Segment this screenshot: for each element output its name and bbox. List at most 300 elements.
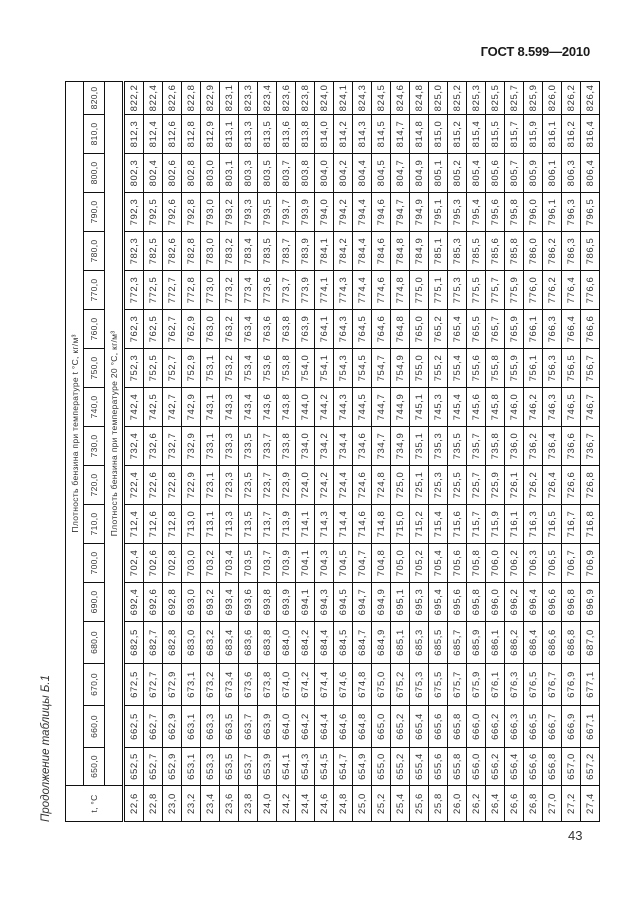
density-cell: 785,6 xyxy=(486,232,505,271)
density-cell: 655,2 xyxy=(391,748,410,786)
density-cell: 723,5 xyxy=(239,466,258,505)
density-cell: 803,3 xyxy=(239,154,258,193)
top-caption: Плотность бензина при температуре t °C, кг/м³ xyxy=(66,81,84,785)
density-cell: 673,6 xyxy=(239,664,258,706)
density-cell: 733,7 xyxy=(258,427,277,466)
density-cell: 732,9 xyxy=(182,427,201,466)
density-cell: 736,6 xyxy=(562,427,581,466)
density-cell: 743,3 xyxy=(220,388,239,427)
density-cell: 763,9 xyxy=(296,310,315,349)
density-cell: 742,7 xyxy=(163,388,182,427)
temperature-cell: 26,4 xyxy=(486,786,505,822)
density-cell: 663,3 xyxy=(201,706,220,748)
density-cell: 755,9 xyxy=(505,349,524,388)
document-code: ГОСТ 8.599—2010 xyxy=(480,44,590,59)
density-cell: 825,5 xyxy=(486,81,505,114)
density-cell: 713,9 xyxy=(277,505,296,544)
density-cell: 754,0 xyxy=(296,349,315,388)
density-column-header: 670,0 xyxy=(84,664,105,706)
density-cell: 725,7 xyxy=(467,466,486,505)
density-cell: 675,2 xyxy=(391,664,410,706)
density-cell: 813,3 xyxy=(239,115,258,154)
density-cell: 735,1 xyxy=(410,427,429,466)
density-cell: 794,0 xyxy=(315,193,334,232)
temperature-cell: 25,0 xyxy=(353,786,372,822)
density-cell: 683,0 xyxy=(182,622,201,664)
density-cell: 724,8 xyxy=(372,466,391,505)
density-cell: 764,5 xyxy=(353,310,372,349)
table-row xyxy=(277,81,296,821)
density-cell: 724,4 xyxy=(334,466,353,505)
density-cell: 652,9 xyxy=(163,748,182,786)
table-row xyxy=(163,81,182,821)
table-row xyxy=(372,81,391,821)
density-cell: 733,5 xyxy=(239,427,258,466)
density-cell: 734,0 xyxy=(296,427,315,466)
density-cell: 826,2 xyxy=(562,81,581,114)
density-cell: 822,4 xyxy=(144,81,163,114)
density-cell: 814,2 xyxy=(334,115,353,154)
density-cell: 696,4 xyxy=(524,583,543,622)
density-cell: 775,1 xyxy=(429,271,448,310)
density-cell: 762,5 xyxy=(144,310,163,349)
density-cell: 825,9 xyxy=(524,81,543,114)
density-cell: 795,3 xyxy=(448,193,467,232)
density-cell: 704,1 xyxy=(296,544,315,583)
density-cell: 684,0 xyxy=(277,622,296,664)
density-cell: 815,5 xyxy=(486,115,505,154)
density-cell: 696,2 xyxy=(505,583,524,622)
density-cell: 653,5 xyxy=(220,748,239,786)
density-cell: 722,6 xyxy=(144,466,163,505)
density-cell: 806,1 xyxy=(543,154,562,193)
density-cell: 765,0 xyxy=(410,310,429,349)
density-cell: 693,2 xyxy=(201,583,220,622)
density-cell: 693,0 xyxy=(182,583,201,622)
density-cell: 825,7 xyxy=(505,81,524,114)
density-cell: 785,3 xyxy=(448,232,467,271)
density-cell: 704,5 xyxy=(334,544,353,583)
density-cell: 696,0 xyxy=(486,583,505,622)
density-cell: 687,0 xyxy=(581,622,600,664)
density-cell: 755,8 xyxy=(486,349,505,388)
density-cell: 705,8 xyxy=(467,544,486,583)
density-cell: 745,1 xyxy=(410,388,429,427)
density-cell: 666,9 xyxy=(562,706,581,748)
table-row xyxy=(239,81,258,821)
density-cell: 732,7 xyxy=(163,427,182,466)
density-cell: 734,9 xyxy=(391,427,410,466)
temperature-cell: 24,8 xyxy=(334,786,353,822)
density-cell: 735,5 xyxy=(448,427,467,466)
density-cell: 725,5 xyxy=(448,466,467,505)
density-cell: 705,2 xyxy=(410,544,429,583)
density-cell: 703,9 xyxy=(277,544,296,583)
density-cell: 813,6 xyxy=(277,115,296,154)
temperature-cell: 23,0 xyxy=(163,786,182,822)
density-cell: 825,0 xyxy=(429,81,448,114)
density-cell: 743,1 xyxy=(201,388,220,427)
density-cell: 822,9 xyxy=(201,81,220,114)
density-cell: 703,7 xyxy=(258,544,277,583)
density-cell: 713,1 xyxy=(201,505,220,544)
density-cell: 654,5 xyxy=(315,748,334,786)
density-cell: 656,2 xyxy=(486,748,505,786)
density-cell: 825,3 xyxy=(467,81,486,114)
density-cell: 786,3 xyxy=(562,232,581,271)
density-cell: 734,4 xyxy=(334,427,353,466)
density-cell: 794,7 xyxy=(391,193,410,232)
density-cell: 686,8 xyxy=(562,622,581,664)
density-cell: 706,0 xyxy=(486,544,505,583)
density-cell: 726,4 xyxy=(543,466,562,505)
density-cell: 774,6 xyxy=(372,271,391,310)
density-cell: 674,0 xyxy=(277,664,296,706)
density-cell: 743,4 xyxy=(239,388,258,427)
density-cell: 652,7 xyxy=(144,748,163,786)
density-cell: 705,0 xyxy=(391,544,410,583)
density-cell: 815,2 xyxy=(448,115,467,154)
density-cell: 735,7 xyxy=(467,427,486,466)
density-cell: 796,5 xyxy=(581,193,600,232)
density-cell: 816,2 xyxy=(562,115,581,154)
density-cell: 653,3 xyxy=(201,748,220,786)
density-cell: 803,7 xyxy=(277,154,296,193)
density-cell: 722,8 xyxy=(163,466,182,505)
density-cell: 743,6 xyxy=(258,388,277,427)
density-cell: 704,8 xyxy=(372,544,391,583)
density-cell: 742,4 xyxy=(124,388,144,427)
density-cell: 764,6 xyxy=(372,310,391,349)
density-cell: 674,2 xyxy=(296,664,315,706)
density-cell: 784,1 xyxy=(315,232,334,271)
density-cell: 744,5 xyxy=(353,388,372,427)
density-cell: 796,1 xyxy=(543,193,562,232)
table-row xyxy=(486,81,505,821)
density-cell: 823,3 xyxy=(239,81,258,114)
density-cell: 783,0 xyxy=(201,232,220,271)
density-cell: 716,8 xyxy=(581,505,600,544)
bottom-caption: Плотность бензина при температуре 20 °C, кг/м³ xyxy=(105,81,124,785)
density-cell: 822,2 xyxy=(124,81,144,114)
density-cell: 814,0 xyxy=(315,115,334,154)
density-cell: 734,2 xyxy=(315,427,334,466)
density-cell: 713,5 xyxy=(239,505,258,544)
density-cell: 694,1 xyxy=(296,583,315,622)
density-cell: 763,0 xyxy=(201,310,220,349)
temperature-cell: 27,2 xyxy=(562,786,581,822)
density-cell: 755,2 xyxy=(429,349,448,388)
density-cell: 676,9 xyxy=(562,664,581,706)
density-cell: 716,3 xyxy=(524,505,543,544)
density-cell: 823,8 xyxy=(296,81,315,114)
table-row xyxy=(144,81,163,821)
density-cell: 812,8 xyxy=(182,115,201,154)
density-cell: 794,6 xyxy=(372,193,391,232)
density-cell: 695,3 xyxy=(410,583,429,622)
density-cell: 663,1 xyxy=(182,706,201,748)
column-header-temperature: t, °C xyxy=(66,786,124,822)
density-cell: 725,1 xyxy=(410,466,429,505)
density-cell: 814,8 xyxy=(410,115,429,154)
density-cell: 806,3 xyxy=(562,154,581,193)
density-cell: 755,6 xyxy=(467,349,486,388)
table-row xyxy=(505,81,524,821)
density-cell: 773,6 xyxy=(258,271,277,310)
density-cell: 702,6 xyxy=(144,544,163,583)
density-column-header: 750,0 xyxy=(84,349,105,388)
density-cell: 795,8 xyxy=(505,193,524,232)
density-cell: 756,1 xyxy=(524,349,543,388)
density-cell: 805,7 xyxy=(505,154,524,193)
density-cell: 683,2 xyxy=(201,622,220,664)
density-column-header: 770,0 xyxy=(84,271,105,310)
density-column-header: 650,0 xyxy=(84,748,105,786)
density-cell: 762,9 xyxy=(182,310,201,349)
density-cell: 754,9 xyxy=(391,349,410,388)
density-cell: 786,2 xyxy=(543,232,562,271)
density-cell: 713,3 xyxy=(220,505,239,544)
density-cell: 666,3 xyxy=(505,706,524,748)
temperature-cell: 24,0 xyxy=(258,786,277,822)
table-row xyxy=(353,81,372,821)
density-cell: 734,6 xyxy=(353,427,372,466)
density-cell: 773,7 xyxy=(277,271,296,310)
density-cell: 694,3 xyxy=(315,583,334,622)
density-cell: 793,2 xyxy=(220,193,239,232)
density-cell: 746,5 xyxy=(562,388,581,427)
table-row xyxy=(448,81,467,821)
density-cell: 765,4 xyxy=(448,310,467,349)
density-cell: 705,6 xyxy=(448,544,467,583)
density-cell: 722,9 xyxy=(182,466,201,505)
density-cell: 675,7 xyxy=(448,664,467,706)
density-cell: 783,9 xyxy=(296,232,315,271)
density-cell: 743,8 xyxy=(277,388,296,427)
density-cell: 784,8 xyxy=(391,232,410,271)
density-cell: 813,5 xyxy=(258,115,277,154)
density-cell: 654,7 xyxy=(334,748,353,786)
density-cell: 673,1 xyxy=(182,664,201,706)
density-cell: 794,9 xyxy=(410,193,429,232)
density-cell: 753,1 xyxy=(201,349,220,388)
density-cell: 736,0 xyxy=(505,427,524,466)
density-cell: 826,4 xyxy=(581,81,600,114)
density-cell: 664,6 xyxy=(334,706,353,748)
table-row xyxy=(296,81,315,821)
density-cell: 752,3 xyxy=(124,349,144,388)
density-cell: 795,1 xyxy=(429,193,448,232)
density-cell: 802,8 xyxy=(182,154,201,193)
density-cell: 694,5 xyxy=(334,583,353,622)
density-column-headers xyxy=(84,81,105,821)
density-cell: 706,7 xyxy=(562,544,581,583)
density-cell: 796,0 xyxy=(524,193,543,232)
density-column-header: 740,0 xyxy=(84,388,105,427)
density-cell: 745,4 xyxy=(448,388,467,427)
density-cell: 825,2 xyxy=(448,81,467,114)
density-cell: 713,0 xyxy=(182,505,201,544)
density-cell: 672,9 xyxy=(163,664,182,706)
density-cell: 744,9 xyxy=(391,388,410,427)
density-cell: 662,9 xyxy=(163,706,182,748)
density-cell: 804,7 xyxy=(391,154,410,193)
density-cell: 712,8 xyxy=(163,505,182,544)
density-cell: 823,1 xyxy=(220,81,239,114)
density-cell: 715,2 xyxy=(410,505,429,544)
density-cell: 664,4 xyxy=(315,706,334,748)
density-cell: 783,4 xyxy=(239,232,258,271)
density-cell: 804,5 xyxy=(372,154,391,193)
density-cell: 656,0 xyxy=(467,748,486,786)
density-cell: 766,4 xyxy=(562,310,581,349)
temperature-cell: 26,6 xyxy=(505,786,524,822)
density-cell: 663,7 xyxy=(239,706,258,748)
density-cell: 664,0 xyxy=(277,706,296,748)
density-cell: 684,9 xyxy=(372,622,391,664)
density-cell: 675,5 xyxy=(429,664,448,706)
density-cell: 822,8 xyxy=(182,81,201,114)
density-cell: 693,9 xyxy=(277,583,296,622)
temperature-cell: 27,0 xyxy=(543,786,562,822)
table-row xyxy=(543,81,562,821)
density-cell: 695,1 xyxy=(391,583,410,622)
density-cell: 776,4 xyxy=(562,271,581,310)
density-cell: 736,4 xyxy=(543,427,562,466)
density-cell: 782,3 xyxy=(124,232,144,271)
density-cell: 806,4 xyxy=(581,154,600,193)
density-cell: 725,0 xyxy=(391,466,410,505)
density-cell: 735,8 xyxy=(486,427,505,466)
density-cell: 732,4 xyxy=(124,427,144,466)
temperature-cell: 23,6 xyxy=(220,786,239,822)
density-cell: 665,0 xyxy=(372,706,391,748)
density-cell: 726,8 xyxy=(581,466,600,505)
density-column-header: 820,0 xyxy=(84,81,105,114)
density-cell: 663,5 xyxy=(220,706,239,748)
density-cell: 764,3 xyxy=(334,310,353,349)
density-cell: 752,5 xyxy=(144,349,163,388)
density-cell: 773,2 xyxy=(220,271,239,310)
density-cell: 716,1 xyxy=(505,505,524,544)
density-cell: 814,5 xyxy=(372,115,391,154)
density-cell: 673,2 xyxy=(201,664,220,706)
density-cell: 656,4 xyxy=(505,748,524,786)
density-cell: 704,3 xyxy=(315,544,334,583)
density-cell: 754,5 xyxy=(353,349,372,388)
density-cell: 772,7 xyxy=(163,271,182,310)
density-cell: 656,8 xyxy=(543,748,562,786)
density-cell: 723,9 xyxy=(277,466,296,505)
density-cell: 824,5 xyxy=(372,81,391,114)
density-cell: 665,4 xyxy=(410,706,429,748)
density-column-header: 810,0 xyxy=(84,115,105,154)
density-cell: 703,5 xyxy=(239,544,258,583)
density-cell: 786,0 xyxy=(524,232,543,271)
density-cell: 716,5 xyxy=(543,505,562,544)
density-cell: 796,3 xyxy=(562,193,581,232)
temperature-cell: 25,4 xyxy=(391,786,410,822)
density-cell: 714,4 xyxy=(334,505,353,544)
density-cell: 714,8 xyxy=(372,505,391,544)
density-cell: 654,1 xyxy=(277,748,296,786)
density-cell: 765,9 xyxy=(505,310,524,349)
density-cell: 795,4 xyxy=(467,193,486,232)
density-cell: 802,4 xyxy=(144,154,163,193)
density-cell: 763,2 xyxy=(220,310,239,349)
density-cell: 772,5 xyxy=(144,271,163,310)
density-column-header: 730,0 xyxy=(84,427,105,466)
density-cell: 653,1 xyxy=(182,748,201,786)
density-cell: 723,7 xyxy=(258,466,277,505)
density-cell: 804,9 xyxy=(410,154,429,193)
density-cell: 805,4 xyxy=(467,154,486,193)
density-cell: 695,8 xyxy=(467,583,486,622)
density-cell: 654,9 xyxy=(353,748,372,786)
density-cell: 756,5 xyxy=(562,349,581,388)
density-cell: 745,6 xyxy=(467,388,486,427)
density-cell: 795,6 xyxy=(486,193,505,232)
density-cell: 792,8 xyxy=(182,193,201,232)
density-cell: 824,3 xyxy=(353,81,372,114)
density-cell: 676,1 xyxy=(486,664,505,706)
density-cell: 684,4 xyxy=(315,622,334,664)
density-cell: 652,5 xyxy=(124,748,144,786)
density-cell: 693,6 xyxy=(239,583,258,622)
density-column-header: 660,0 xyxy=(84,706,105,748)
density-cell: 676,5 xyxy=(524,664,543,706)
density-cell: 706,2 xyxy=(505,544,524,583)
density-cell: 683,4 xyxy=(220,622,239,664)
density-cell: 666,0 xyxy=(467,706,486,748)
table-row xyxy=(258,81,277,821)
density-cell: 723,1 xyxy=(201,466,220,505)
temperature-cell: 23,2 xyxy=(182,786,201,822)
density-cell: 685,3 xyxy=(410,622,429,664)
density-cell: 744,3 xyxy=(334,388,353,427)
temperature-cell: 26,2 xyxy=(467,786,486,822)
density-cell: 793,7 xyxy=(277,193,296,232)
density-cell: 685,1 xyxy=(391,622,410,664)
density-cell: 785,1 xyxy=(429,232,448,271)
temperature-cell: 27,4 xyxy=(581,786,600,822)
density-cell: 794,2 xyxy=(334,193,353,232)
density-cell: 812,4 xyxy=(144,115,163,154)
density-cell: 803,8 xyxy=(296,154,315,193)
density-cell: 782,6 xyxy=(163,232,182,271)
density-cell: 745,3 xyxy=(429,388,448,427)
density-cell: 703,4 xyxy=(220,544,239,583)
page-number: 43 xyxy=(568,828,583,843)
density-cell: 785,8 xyxy=(505,232,524,271)
temperature-cell: 24,2 xyxy=(277,786,296,822)
density-cell: 763,4 xyxy=(239,310,258,349)
density-cell: 764,8 xyxy=(391,310,410,349)
density-cell: 802,6 xyxy=(163,154,182,193)
density-cell: 726,1 xyxy=(505,466,524,505)
density-cell: 755,0 xyxy=(410,349,429,388)
density-cell: 783,7 xyxy=(277,232,296,271)
density-cell: 724,6 xyxy=(353,466,372,505)
density-cell: 815,0 xyxy=(429,115,448,154)
density-cell: 702,4 xyxy=(124,544,144,583)
density-cell: 784,2 xyxy=(334,232,353,271)
density-cell: 705,4 xyxy=(429,544,448,583)
density-cell: 802,3 xyxy=(124,154,144,193)
density-cell: 682,8 xyxy=(163,622,182,664)
density-cell: 735,3 xyxy=(429,427,448,466)
density-cell: 655,8 xyxy=(448,748,467,786)
